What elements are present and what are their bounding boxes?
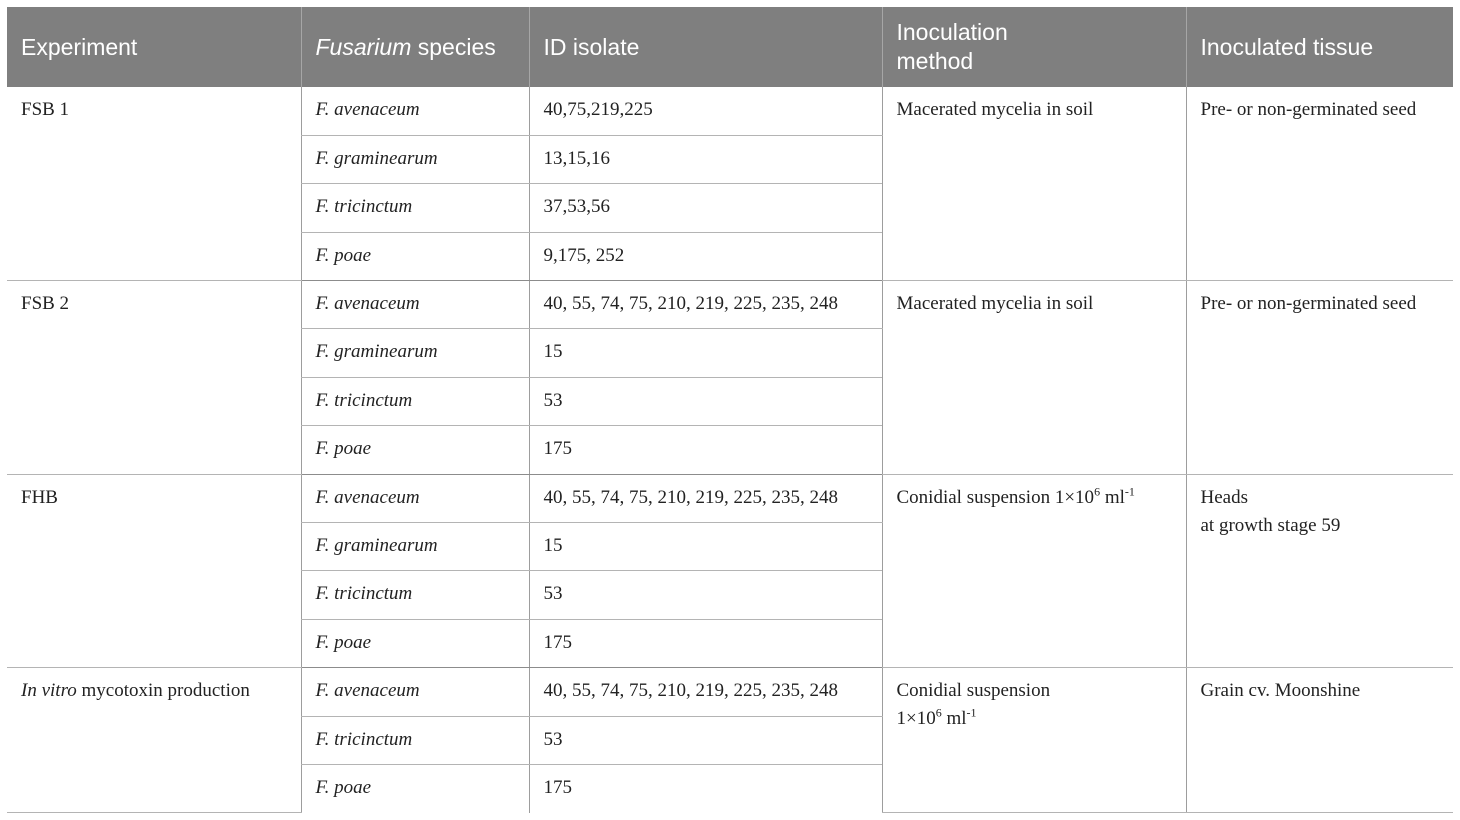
species-cell: F. avenaceum: [301, 474, 529, 522]
species-cell: F. poae: [301, 619, 529, 667]
header-id-isolate: ID isolate: [529, 7, 882, 87]
species-cell: F. poae: [301, 764, 529, 812]
isolate-ids-cell: 40, 55, 74, 75, 210, 219, 225, 235, 248: [529, 668, 882, 716]
header-inoculation-method: [882, 7, 1186, 87]
header-experiment: Experiment: [21, 33, 138, 60]
method-text: 1×10: [896, 708, 936, 730]
method-unit: ml: [941, 708, 967, 730]
isolate-ids-cell: 53: [529, 377, 882, 425]
tissue-line1: Heads: [1200, 486, 1248, 508]
tissue-line2: at growth stage 59: [1200, 514, 1341, 536]
isolate-ids-cell: 175: [529, 426, 882, 474]
species-cell: F. avenaceum: [301, 87, 529, 135]
experiment-cell: [7, 668, 301, 813]
species-cell: F. tricinctum: [301, 716, 529, 764]
tissue-cell: [1186, 474, 1453, 668]
isolate-ids-cell: 15: [529, 329, 882, 377]
experiment-cell: FSB 2: [7, 281, 301, 475]
tissue-cell: Pre- or non-germinated seed: [1186, 87, 1453, 281]
header-method-line2: method: [896, 48, 974, 74]
species-cell: F. tricinctum: [301, 184, 529, 232]
method-line1: Conidial suspension: [896, 680, 1051, 702]
method-exponent: 6: [935, 705, 942, 720]
isolates-table: [7, 7, 1453, 813]
isolate-ids-cell: 9,175, 252: [529, 232, 882, 280]
tissue-cell: Pre- or non-germinated seed: [1186, 281, 1453, 475]
header-species-suffix: species: [411, 33, 496, 60]
table-row: [7, 474, 1453, 522]
table-row: [7, 281, 1453, 329]
experiment-rest: mycotoxin production: [76, 680, 250, 702]
method-unit-exponent: -1: [966, 705, 977, 720]
experiment-cell: FSB 1: [7, 87, 301, 281]
header-method-line1: Inoculation: [896, 19, 1008, 45]
method-text: Conidial suspension 1×10: [896, 486, 1095, 508]
isolate-ids-cell: 40, 55, 74, 75, 210, 219, 225, 235, 248: [529, 281, 882, 329]
method-unit-exponent: -1: [1124, 484, 1135, 499]
header-species-genus: Fusarium: [315, 33, 412, 60]
isolate-ids-cell: 53: [529, 716, 882, 764]
table-row: [7, 87, 1453, 135]
species-cell: F. tricinctum: [301, 377, 529, 425]
species-cell: F. avenaceum: [301, 668, 529, 716]
isolate-ids-cell: 175: [529, 764, 882, 812]
isolate-ids-cell: 40,75,219,225: [529, 87, 882, 135]
experiment-cell: FHB: [7, 474, 301, 668]
method-cell: [882, 668, 1186, 813]
isolate-ids-cell: 37,53,56: [529, 184, 882, 232]
table-row: [7, 668, 1453, 716]
header-species: [301, 7, 529, 87]
isolate-ids-cell: 40, 55, 74, 75, 210, 219, 225, 235, 248: [529, 474, 882, 522]
species-cell: F. avenaceum: [301, 281, 529, 329]
species-cell: F. graminearum: [301, 523, 529, 571]
isolate-ids-cell: 15: [529, 523, 882, 571]
species-cell: F. graminearum: [301, 135, 529, 183]
method-cell: [882, 474, 1186, 668]
species-cell: F. poae: [301, 426, 529, 474]
isolate-ids-cell: 175: [529, 619, 882, 667]
species-cell: F. graminearum: [301, 329, 529, 377]
method-cell: Macerated mycelia in soil: [882, 87, 1186, 281]
tissue-cell: Grain cv. Moonshine: [1186, 668, 1453, 813]
isolate-ids-cell: 13,15,16: [529, 135, 882, 183]
method-unit: ml: [1100, 486, 1125, 508]
isolate-ids-cell: 53: [529, 571, 882, 619]
method-exponent: 6: [1094, 484, 1101, 499]
species-cell: F. tricinctum: [301, 571, 529, 619]
experiment-italic: In vitro: [21, 680, 77, 702]
species-cell: F. poae: [301, 232, 529, 280]
header-row: [7, 7, 1453, 87]
method-cell: Macerated mycelia in soil: [882, 281, 1186, 475]
header-inoculated-tissue: Inoculated tissue: [1186, 7, 1453, 87]
